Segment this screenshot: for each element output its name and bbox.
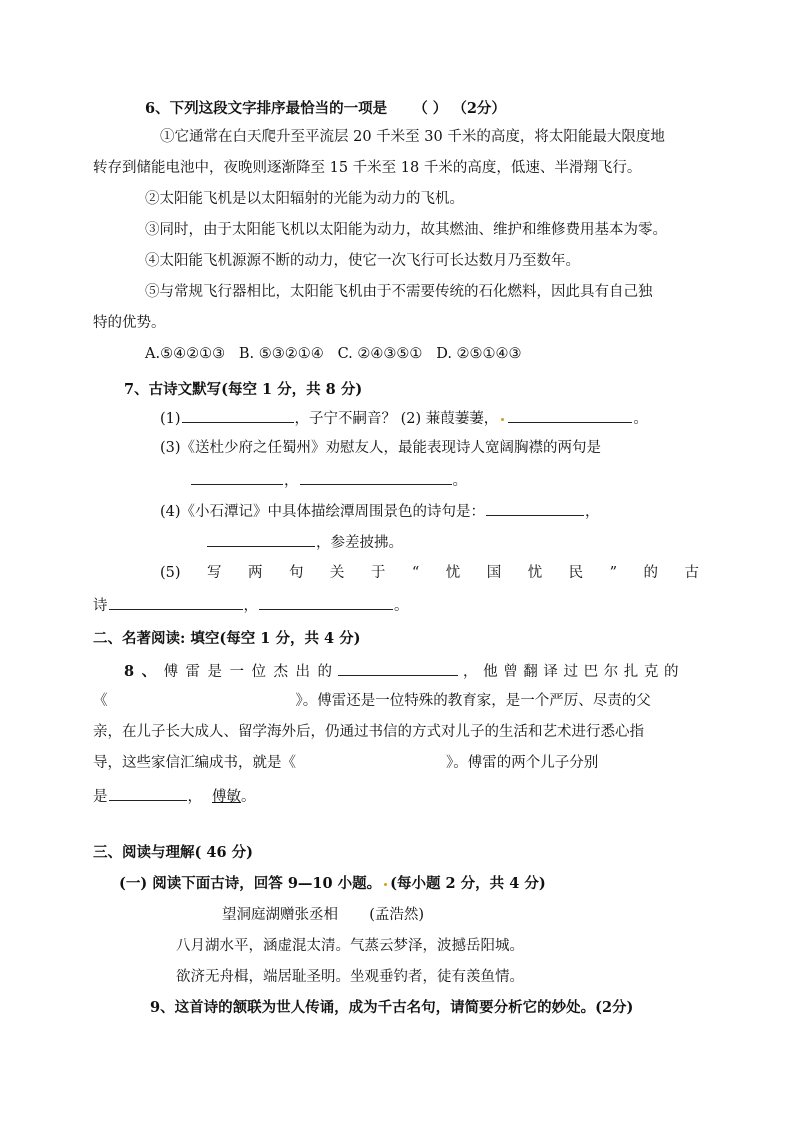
q8-char: 出 bbox=[295, 664, 310, 680]
q6-sentence-5b: 特的优势。 bbox=[93, 315, 166, 331]
q8-line3: 亲，在儿子长大成人、留学海外后，仍通过书信的方式对儿子的生活和艺术进行悉心指 bbox=[93, 724, 644, 740]
section3-sub1 bbox=[119, 874, 725, 894]
q7-blank-7[interactable] bbox=[109, 594, 243, 610]
q7-p5-start: 诗 bbox=[93, 598, 108, 614]
q7-p5-comma: ， bbox=[243, 598, 258, 614]
section3-title: 三、阅读与理解( 46 分) bbox=[93, 844, 253, 861]
q8-char: 杰 bbox=[273, 664, 288, 680]
q7-p3-end: 。 bbox=[452, 473, 467, 489]
q8-line2 bbox=[93, 691, 699, 711]
q8-char: 位 bbox=[251, 664, 266, 680]
q8-blank-1[interactable] bbox=[338, 660, 458, 676]
q7-p3-comma: ， bbox=[284, 473, 299, 489]
q8-chars bbox=[124, 662, 332, 682]
q7-p5-char: 关 bbox=[329, 565, 345, 581]
q6-sentence-1a: ①它通常在白天爬升至平流层 20 千米至 30 千米的高度，将太阳能最大限度地 bbox=[160, 129, 665, 145]
q8-char: 、 bbox=[141, 663, 157, 680]
q8-char: 的 bbox=[317, 664, 332, 680]
q8-line4-b: 》。傅雷的两个儿子分别 bbox=[446, 755, 599, 771]
q7-p5-char: 于 bbox=[370, 565, 386, 581]
q7-blank-2[interactable] bbox=[508, 407, 632, 423]
q7-p5-char: 写 bbox=[207, 565, 222, 581]
q7-p1-end: 。 bbox=[633, 411, 648, 427]
q6-score: （2分） bbox=[452, 100, 506, 117]
q7-p5-char: “ bbox=[411, 565, 420, 581]
q7-p4-text: (4)《小石潭记》中具体描绘潭周围景色的诗句是： bbox=[160, 504, 486, 520]
q7-p5-end: 。 bbox=[394, 598, 409, 614]
q7-p5-char: (5) bbox=[160, 565, 181, 581]
q7-part4-line2 bbox=[206, 531, 794, 553]
q8-open: 《 bbox=[93, 693, 108, 709]
q8-line2-text: 》。傅雷还是一位特殊的教育家，是一个严厉、尽责的父 bbox=[295, 693, 651, 709]
q6-stem-line bbox=[145, 99, 751, 119]
q8-char: 8 bbox=[124, 663, 135, 680]
sub1-text: (一) 阅读下面古诗，回答 9—10 小题。 bbox=[119, 875, 382, 892]
q8-son-name: 傅敏 bbox=[212, 789, 241, 805]
q7-blank-3[interactable] bbox=[191, 469, 283, 485]
q7-p1-label: (1) bbox=[160, 411, 181, 427]
q8-char: 是 bbox=[207, 664, 223, 680]
q8-line5-b: ， bbox=[187, 789, 202, 805]
q7-part3-blanks bbox=[190, 469, 794, 491]
q8-line5 bbox=[93, 785, 699, 807]
q7-part5-line1 bbox=[160, 563, 699, 583]
q6-sentence-1b: 转存到储能电池中，夜晚则逐渐降至 15 千米至 18 千米的高度，低速、半滑翔飞行。 bbox=[93, 160, 642, 176]
q7-p5-char: 古 bbox=[684, 565, 699, 581]
q7-blank-5[interactable] bbox=[486, 500, 584, 516]
q8-char: 一 bbox=[229, 664, 245, 680]
q6-sentence-3: ③同时，由于太阳能飞机以太阳能为动力，故其燃油、维护和维修费用基本为零。 bbox=[145, 222, 667, 238]
q7-p1-text: ，子宁不嗣音？ (2) 蒹葭萋萋， bbox=[294, 411, 499, 427]
poem-line-1: 八月湖水平，涵虚混太清。气蒸云梦泽，波撼岳阳城。 bbox=[176, 938, 524, 954]
poem-line-2: 欲济无舟楫，端居耻圣明。坐观垂钓者，徒有羡鱼情。 bbox=[176, 969, 524, 985]
q7-blank-8[interactable] bbox=[259, 594, 393, 610]
q7-title: 7、古诗文默写(每空 1 分，共 8 分) bbox=[124, 381, 363, 398]
q7-p5-char: 国 bbox=[486, 565, 502, 581]
q7-p5-char: 的 bbox=[643, 565, 659, 581]
q7-p4-comma: ， bbox=[585, 504, 600, 520]
q6-stem: 6、下列这段文字排序最恰当的一项是 bbox=[145, 100, 388, 117]
q8-char: 雷 bbox=[185, 664, 201, 680]
q7-p5-char: 忧 bbox=[527, 565, 543, 581]
q8-line5-a: 是 bbox=[93, 789, 108, 805]
q8-blank-4[interactable] bbox=[109, 785, 187, 801]
q7-part3: (3)《送杜少府之任蜀州》劝慰友人，最能表现诗人宽阔胸襟的两句是 bbox=[160, 440, 602, 456]
q7-p5-char: 忧 bbox=[445, 565, 461, 581]
poem-title: 望洞庭湖赠张丞相 bbox=[222, 907, 338, 923]
q7-part4 bbox=[160, 500, 699, 522]
q7-p5-char: 两 bbox=[247, 565, 263, 581]
q9: 9、这首诗的颔联为世人传诵，成为千古名句，请简要分析它的妙处。(2分) bbox=[150, 999, 634, 1016]
q6-sentence-5a: ⑤与常规飞行器相比，太阳能飞机由于不需要传统的石化燃料，因此具有自己独 bbox=[145, 284, 653, 300]
q8-char: 傅 bbox=[163, 664, 179, 680]
q6-options[interactable]: A.⑤④②①③ B. ⑤③②①④ C. ②④③⑤① D. ②⑤①④③ bbox=[145, 346, 522, 362]
mark-dot bbox=[501, 418, 504, 421]
mark-dot bbox=[384, 883, 387, 886]
q8-line1 bbox=[124, 660, 699, 682]
q7-p4-end: ，参差披拂。 bbox=[316, 535, 403, 551]
sub1-score: (每小题 2 分，共 4 分) bbox=[390, 875, 546, 892]
q7-p5-char: 民 bbox=[568, 565, 584, 581]
q6-answer-paren[interactable]: （ ） bbox=[413, 100, 448, 117]
poem-author: (孟浩然) bbox=[369, 907, 425, 923]
q7-part5-line2 bbox=[93, 594, 699, 616]
q7-blank-1[interactable] bbox=[182, 407, 294, 423]
q8-after: ，他曾翻译过巴尔扎克的 bbox=[463, 664, 685, 680]
q7-p5-char: 句 bbox=[288, 565, 304, 581]
q8-line4-a: 导，这些家信汇编成书，就是《 bbox=[93, 755, 296, 771]
q8-line4 bbox=[93, 753, 699, 773]
q7-blank-6[interactable] bbox=[207, 531, 315, 547]
q6-sentence-2: ②太阳能飞机是以太阳辐射的光能为动力的飞机。 bbox=[145, 191, 464, 207]
poem-heading bbox=[222, 905, 794, 925]
q7-part1 bbox=[160, 407, 699, 429]
q7-p5-char: ” bbox=[609, 565, 618, 581]
q8-line5-end: 。 bbox=[241, 789, 256, 805]
section2-title: 二、名著阅读: 填空(每空 1 分，共 4 分) bbox=[93, 630, 361, 647]
q6-sentence-4: ④太阳能飞机源源不断的动力，使它一次飞行可长达数月乃至数年。 bbox=[145, 253, 580, 269]
q7-blank-4[interactable] bbox=[300, 469, 452, 485]
